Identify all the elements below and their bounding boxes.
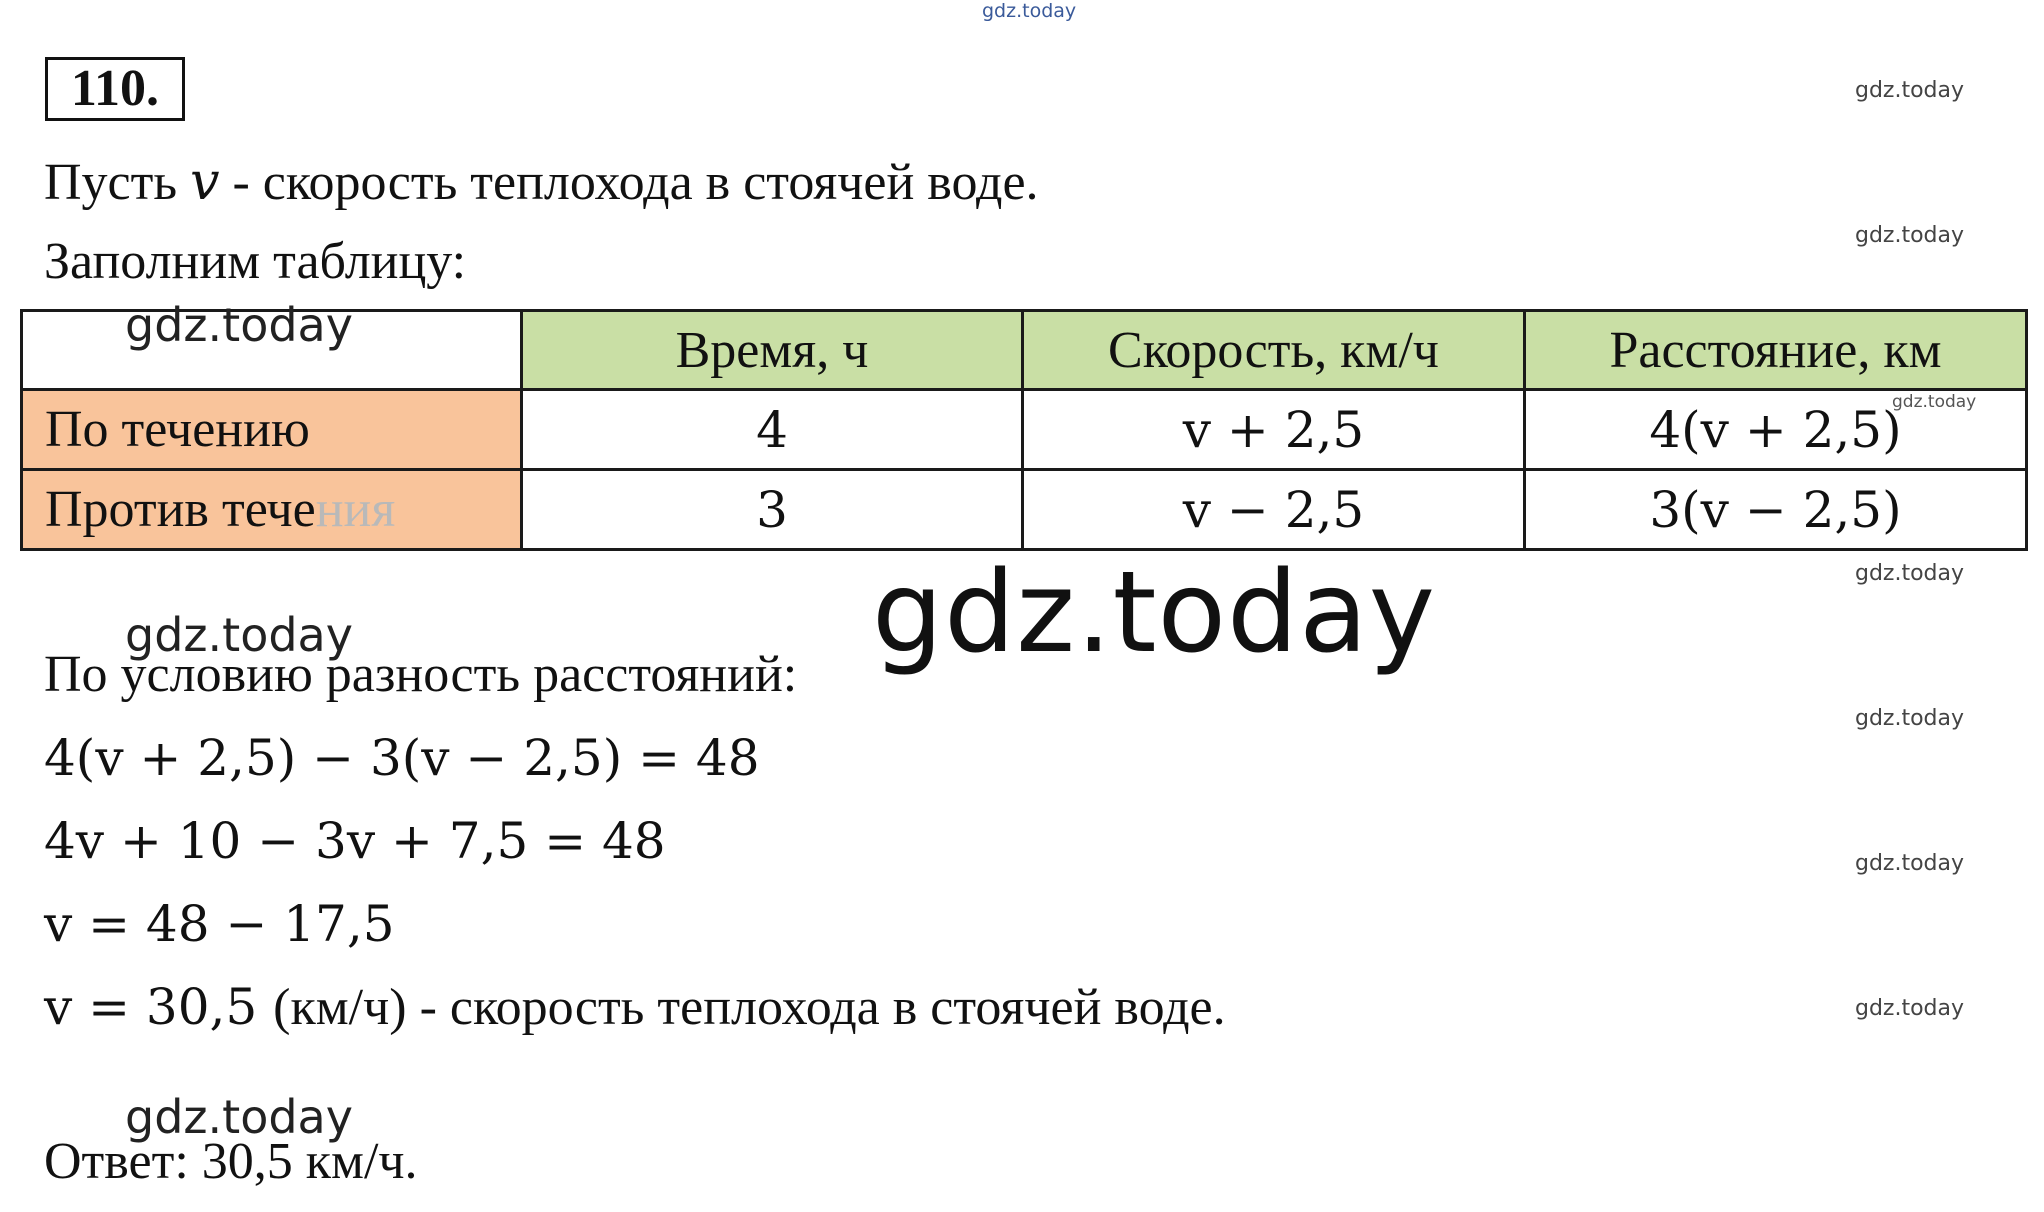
equation-2: 4v + 10 − 3v + 7,5 = 48 — [44, 812, 666, 870]
table-row — [22, 470, 2027, 550]
watermark-right-1: gdz.today — [1855, 78, 1965, 103]
cell-distance-downstream: 4(v + 2,5) — [1525, 390, 2027, 470]
intro-prefix: Пусть — [44, 154, 191, 211]
watermark-right-4: gdz.today — [1855, 706, 1965, 731]
watermark-right-2: gdz.today — [1855, 223, 1965, 248]
fill-table-label: Заполним таблицу: — [44, 233, 467, 290]
cell-time-upstream: 3 — [522, 470, 1023, 550]
cell-speed-upstream: v − 2,5 — [1023, 470, 1525, 550]
intro-variable: v — [190, 152, 220, 212]
cell-speed-downstream: v + 2,5 — [1023, 390, 1525, 470]
result-equation: v = 30,5 — [44, 978, 274, 1036]
header-time: Время, ч — [522, 311, 1023, 390]
equation-3: v = 48 − 17,5 — [44, 895, 395, 953]
watermark-right-6: gdz.today — [1855, 996, 1965, 1021]
watermark-table-corner: gdz.today — [125, 298, 353, 352]
problem-number: 110. — [45, 57, 185, 121]
watermark-left-1: gdz.today — [125, 608, 353, 662]
intro-line — [44, 152, 1039, 213]
result-unit: (км/ч) — [273, 979, 407, 1036]
header-speed: Скорость, км/ч — [1023, 311, 1525, 390]
result-line — [44, 977, 1226, 1038]
watermark-right-3: gdz.today — [1855, 561, 1965, 586]
cell-time-downstream: 4 — [522, 390, 1023, 470]
table-row — [22, 390, 2027, 470]
equation-1: 4(v + 2,5) − 3(v − 2,5) = 48 — [44, 729, 760, 787]
cell-distance-upstream: 3(v − 2,5) — [1525, 470, 2027, 550]
row-label-upstream-faded: ния — [315, 481, 396, 538]
row-label-upstream — [22, 470, 522, 550]
answer: Ответ: 30,5 км/ч. — [44, 1133, 418, 1190]
row-label-downstream: По течению — [22, 390, 522, 470]
watermark-top: gdz.today — [982, 0, 1077, 22]
row-label-upstream-main: Против тече — [45, 481, 316, 538]
watermark-right-5: gdz.today — [1855, 851, 1965, 876]
result-suffix: - скорость теплохода в стоячей воде. — [406, 979, 1226, 1036]
watermark-center: gdz.today — [872, 548, 1437, 678]
watermark-left-2: gdz.today — [125, 1090, 353, 1144]
header-distance: Расстояние, км — [1525, 311, 2027, 390]
condition-label: По условию разность расстояний: — [44, 646, 798, 703]
intro-suffix: - скорость теплохода в стоячей воде. — [219, 154, 1039, 211]
watermark-table-tiny: gdz.today — [1892, 392, 1977, 412]
